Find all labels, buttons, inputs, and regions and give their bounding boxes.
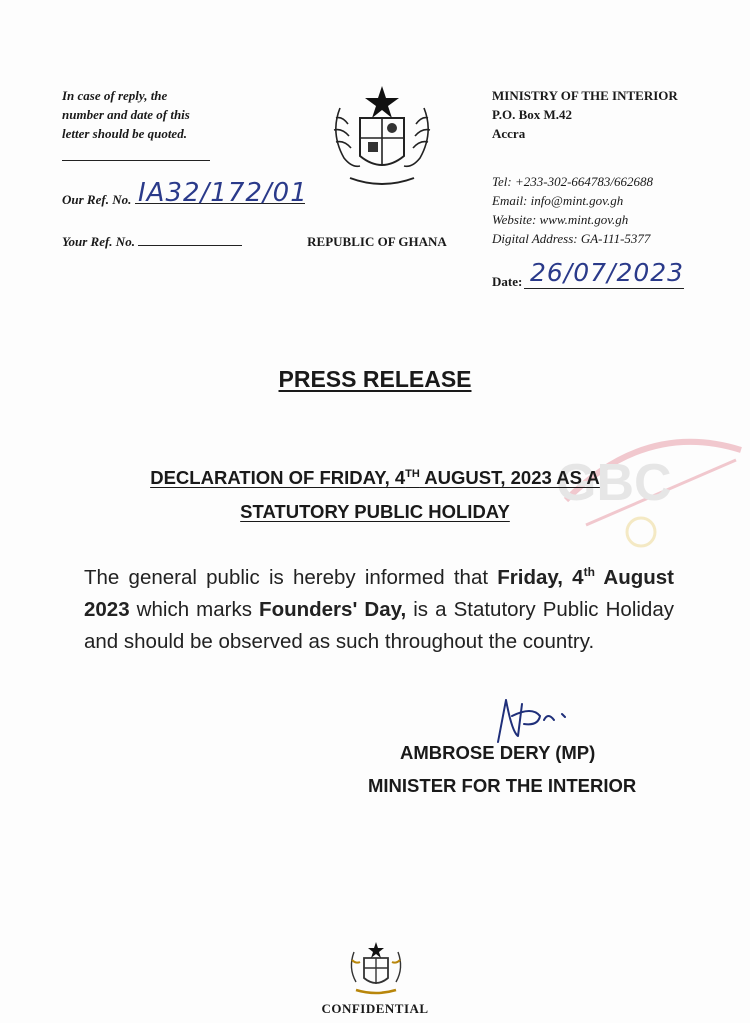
- footer-coat-of-arms-icon: [344, 940, 408, 996]
- contact-digital-address: Digital Address: GA-111-5377: [492, 231, 651, 246]
- signatory-title: MINISTER FOR THE INTERIOR: [368, 775, 637, 796]
- release-title: [0, 457, 750, 529]
- press-release-heading: [0, 366, 750, 393]
- reply-note-line: number and date of this: [62, 107, 190, 122]
- confidential-label: CONFIDENTIAL: [321, 1001, 429, 1016]
- release-body: The general public is hereby informed that Friday, 4th August 2023 which marks Founders' Day, is a Statutory Public Holiday and should be observed as such throughout the country.: [84, 565, 674, 653]
- holiday-date: Friday, 4th August 2023: [84, 565, 674, 621]
- republic-label: REPUBLIC OF GHANA: [307, 234, 447, 249]
- reply-note-line: In case of reply, the: [62, 88, 168, 103]
- your-reference: [62, 234, 242, 250]
- date-label: Date:: [492, 274, 523, 289]
- contact-email: Email: info@mint.gov.gh: [492, 193, 624, 208]
- press-release-heading-text: PRESS RELEASE: [278, 366, 472, 392]
- ministry-line: Accra: [492, 126, 526, 141]
- reply-note-line: letter should be quoted.: [62, 126, 187, 141]
- release-title-line1: DECLARATION OF FRIDAY, 4TH AUGUST, 2023 AS A: [150, 467, 600, 489]
- contact-website: Website: www.mint.gov.gh: [492, 212, 629, 227]
- ministry-address: [492, 86, 678, 143]
- your-ref-rule: [138, 245, 242, 246]
- our-ref-handwritten: IA32/172/01: [138, 178, 308, 208]
- our-ref-label: Our Ref. No.: [62, 192, 132, 207]
- ministry-contacts: [492, 172, 653, 248]
- your-ref-label: Your Ref. No.: [62, 234, 135, 249]
- date-rule: [524, 288, 684, 289]
- ministry-line: P.O. Box M.42: [492, 107, 573, 122]
- coat-of-arms-icon: [322, 78, 442, 198]
- contact-tel: Tel: +233-302-664783/662688: [492, 174, 654, 189]
- release-title-line2: STATUTORY PUBLIC HOLIDAY: [240, 501, 510, 523]
- reply-divider: [62, 160, 210, 161]
- reply-instructions: [62, 86, 262, 143]
- signatory-name: AMBROSE DERY (MP): [400, 742, 596, 763]
- ministry-line: MINISTRY OF THE INTERIOR: [492, 88, 678, 103]
- date-handwritten: 26/07/2023: [530, 258, 685, 287]
- gbc-watermark-text: GBC: [556, 454, 672, 512]
- holiday-name: Founders' Day,: [259, 597, 407, 621]
